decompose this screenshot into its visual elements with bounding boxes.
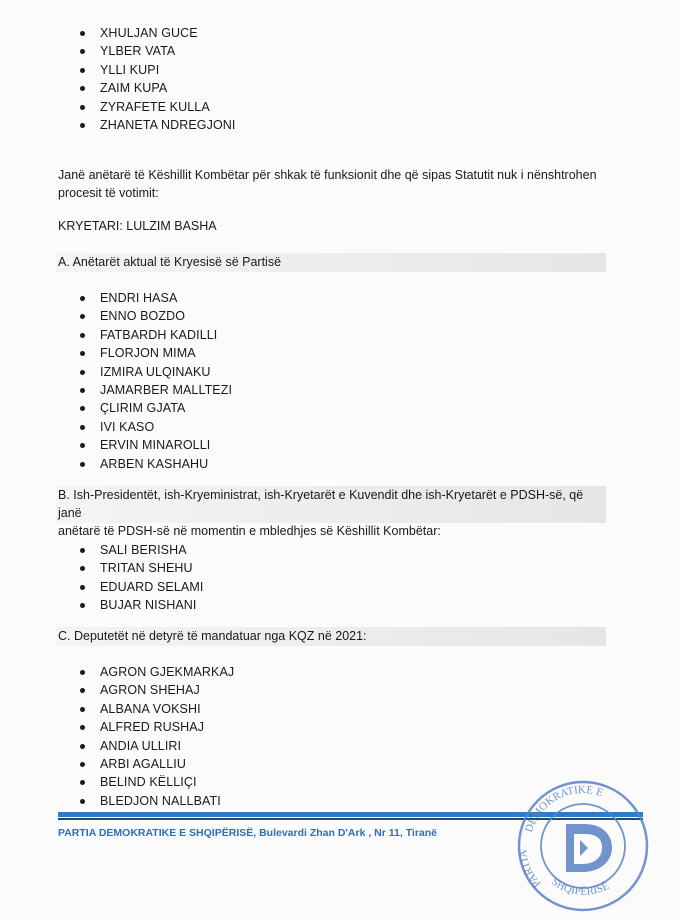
list-item: ALBANA VOKSHI bbox=[80, 700, 234, 718]
list-item: JAMARBER MALLTEZI bbox=[80, 381, 232, 399]
section-c-heading bbox=[56, 627, 606, 646]
list-item: BUJAR NISHANI bbox=[80, 596, 203, 614]
list-item: YLLI KUPI bbox=[80, 61, 236, 79]
list-item: ENNO BOZDO bbox=[80, 307, 232, 325]
list-item: FATBARDH KADILLI bbox=[80, 326, 232, 344]
list-item: IZMIRA ULQINAKU bbox=[80, 363, 232, 381]
section-a-heading bbox=[56, 253, 606, 272]
section-b-heading bbox=[56, 486, 606, 538]
list-item: ERVIN MINAROLLI bbox=[80, 436, 232, 454]
list-item: SALI BERISHA bbox=[80, 541, 203, 559]
footer-address: PARTIA DEMOKRATIKE E SHQIPËRISË, Bulevardi Zhan D'Ark , Nr 11, Tiranë bbox=[58, 827, 438, 839]
list-item: EDUARD SELAMI bbox=[80, 578, 203, 596]
list-item: TRITAN SHEHU bbox=[80, 559, 203, 577]
stamp-text-bottom: SHQIPËRISË bbox=[549, 875, 612, 898]
list-item: ENDRI HASA bbox=[80, 289, 232, 307]
list-item: YLBER VATA bbox=[80, 42, 236, 60]
section-b-list bbox=[80, 541, 203, 615]
section-a-list bbox=[80, 289, 232, 473]
intro-line: Janë anëtarë të Këshillit Kombëtar për shkak të funksionit dhe që sipas Statutit nuk i nënshtrohen bbox=[58, 168, 597, 182]
party-stamp bbox=[508, 776, 658, 912]
stamp-text-left: PARTIA bbox=[516, 848, 544, 890]
list-item: XHULJAN GUCE bbox=[80, 24, 236, 42]
section-c-list bbox=[80, 663, 234, 810]
list-item: BELIND KËLLIÇI bbox=[80, 773, 234, 791]
intro-line: procesit të votimit: bbox=[58, 186, 159, 200]
party-logo-icon bbox=[566, 824, 612, 872]
list-item: FLORJON MIMA bbox=[80, 344, 232, 362]
list-item: IVI KASO bbox=[80, 418, 232, 436]
list-item: ANDIA ULLIRI bbox=[80, 737, 234, 755]
list-item: ZHANETA NDREGJONI bbox=[80, 116, 236, 134]
list-item: AGRON SHEHAJ bbox=[80, 681, 234, 699]
list-item: ZAIM KUPA bbox=[80, 79, 236, 97]
section-c-heading-text: C. Deputetët në detyrë të mandatuar nga KQZ në 2021: bbox=[58, 629, 367, 643]
chairman-line: KRYETARI: LULZIM BASHA bbox=[58, 219, 217, 233]
list-item: ARBI AGALLIU bbox=[80, 755, 234, 773]
intro-paragraph bbox=[58, 166, 618, 202]
section-b-heading-text: anëtarë të PDSH-së në momentin e mbledhjes së Këshillit Kombëtar: bbox=[58, 524, 441, 538]
top-name-list bbox=[80, 24, 236, 134]
stamp-text-top: DEMOKRATIKE E bbox=[522, 783, 605, 834]
list-item: AGRON GJEKMARKAJ bbox=[80, 663, 234, 681]
list-item: ÇLIRIM GJATA bbox=[80, 399, 232, 417]
list-item: BLEDJON NALLBATI bbox=[80, 792, 234, 810]
list-item: ZYRAFETE KULLA bbox=[80, 98, 236, 116]
list-item: ALFRED RUSHAJ bbox=[80, 718, 234, 736]
list-item: ARBEN KASHAHU bbox=[80, 455, 232, 473]
section-a-heading-text: A. Anëtarët aktual të Kryesisë së Partisë bbox=[58, 255, 282, 269]
section-b-heading-text: B. Ish-Presidentët, ish-Kryeministrat, ish-Kryetarët e Kuvendit dhe ish-Kryetarët e PDSH-së, që janë bbox=[58, 488, 584, 520]
